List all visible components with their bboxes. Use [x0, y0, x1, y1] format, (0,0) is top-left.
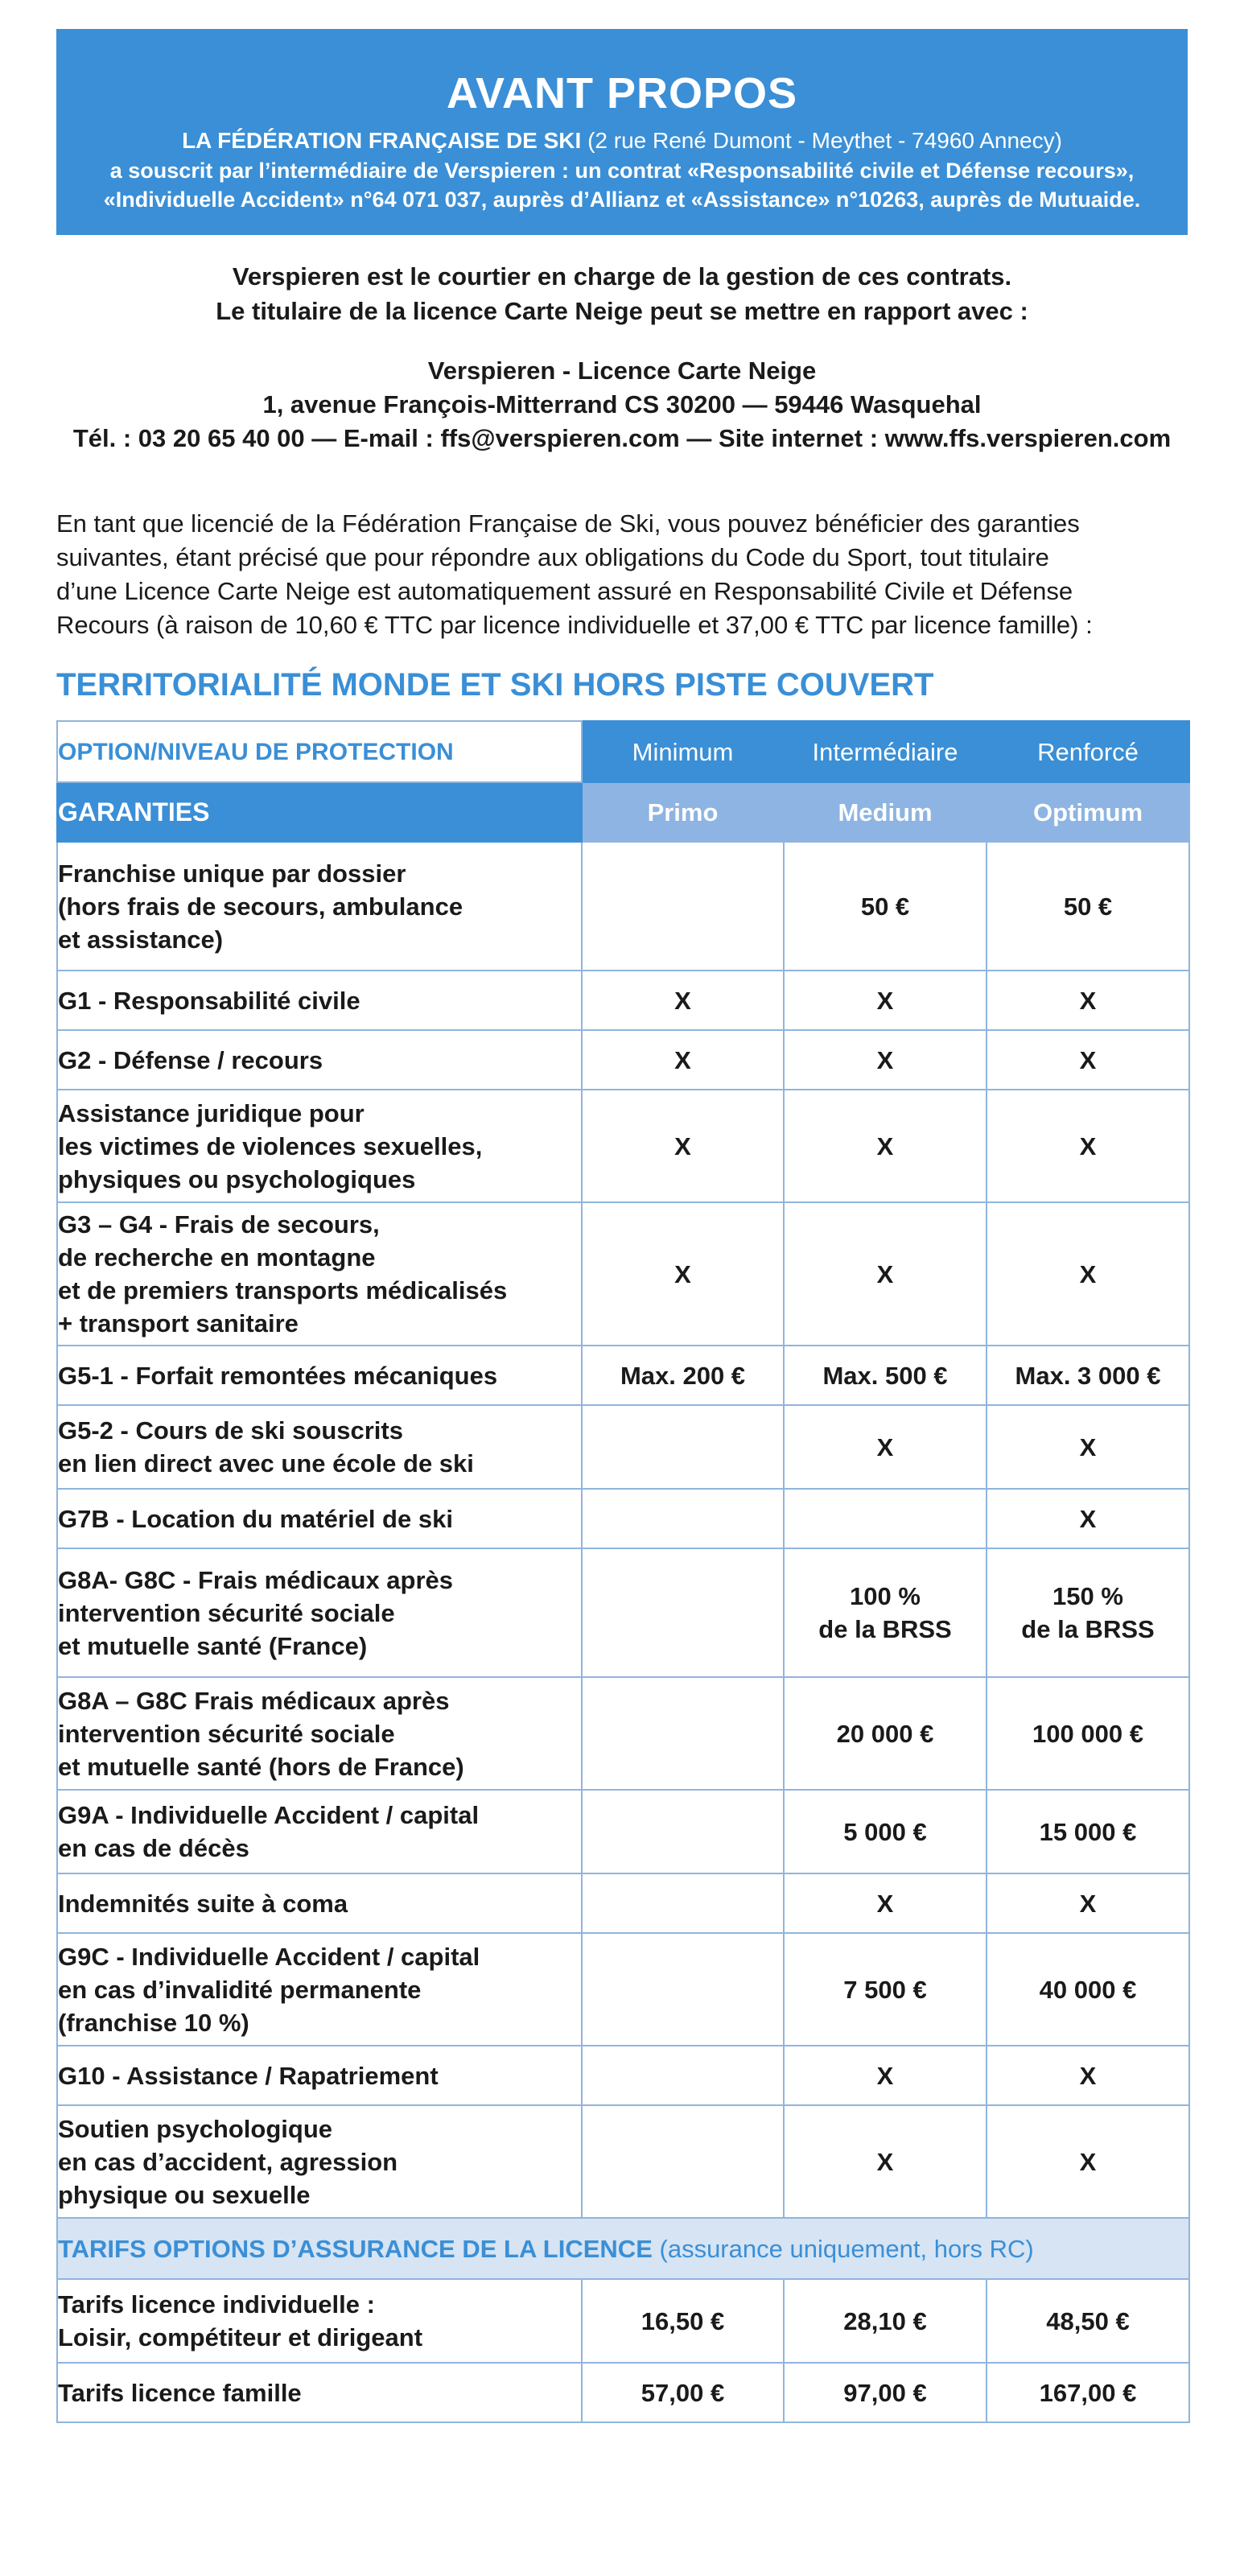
- guarantee-label-line: en cas d’invalidité permanente: [58, 1975, 422, 2004]
- tier-medium: Medium: [784, 782, 987, 842]
- guarantee-value: X: [987, 1489, 1189, 1548]
- guarantee-label: [57, 971, 582, 1030]
- guarantee-label-line: physique ou sexuelle: [58, 2180, 311, 2209]
- guarantee-label-line: en lien direct avec une école de ski: [58, 1449, 474, 1478]
- table-row: [57, 1489, 1189, 1548]
- guarantee-value: X: [582, 1030, 784, 1090]
- guarantee-value: 50 €: [784, 842, 987, 971]
- guarantee-label-line: G9C - Individuelle Accident / capital: [58, 1942, 480, 1971]
- banner-title: AVANT PROPOS: [446, 69, 798, 117]
- guarantee-label-line: et mutuelle santé (France): [58, 1631, 368, 1660]
- tarif-row: [57, 2363, 1189, 2422]
- tarif-value: 167,00 €: [987, 2363, 1189, 2422]
- guarantee-label: [57, 2046, 582, 2105]
- guarantee-label-line: G7B - Location du matériel de ski: [58, 1504, 453, 1533]
- guarantee-value: X: [987, 1405, 1189, 1489]
- tier-header-row: [57, 782, 1189, 842]
- guarantee-value: 7 500 €: [784, 1933, 987, 2046]
- tarif-label: [57, 2279, 582, 2363]
- guarantee-label-line: G9A - Individuelle Accident / capital: [58, 1801, 480, 1829]
- guarantee-label-line: G5-2 - Cours de ski souscrits: [58, 1416, 403, 1445]
- guarantee-value: [784, 1489, 987, 1548]
- guarantee-value: 40 000 €: [987, 1933, 1189, 2046]
- guarantee-label-line: G1 - Responsabilité civile: [58, 986, 360, 1015]
- guarantee-label-line: G5-1 - Forfait remontées mécaniques: [58, 1361, 498, 1390]
- guarantee-label-line: Soutien psychologique: [58, 2114, 333, 2143]
- guarantee-label: [57, 2105, 582, 2218]
- guarantee-value: [582, 2105, 784, 2218]
- guarantee-value: [582, 1933, 784, 2046]
- tier-optimum: Optimum: [987, 782, 1189, 842]
- table-row: [57, 1346, 1189, 1405]
- guarantee-value: [582, 1405, 784, 1489]
- guarantee-label-line: G8A- G8C - Frais médicaux après: [58, 1565, 454, 1594]
- guarantee-label-line: Indemnités suite à coma: [58, 1889, 348, 1918]
- federation-name: LA FÉDÉRATION FRANÇAISE DE SKI: [182, 128, 582, 153]
- guarantees-table: [56, 720, 1190, 2423]
- banner-contract-line-2: «Individuelle Accident» n°64 071 037, auprès d’Allianz et «Assistance» n°10263, auprès de Mutuaide.: [103, 188, 1141, 212]
- table-row: [57, 1202, 1189, 1346]
- guarantee-label-line: intervention sécurité sociale: [58, 1719, 395, 1748]
- guarantee-label-line: (hors frais de secours, ambulance: [58, 892, 463, 921]
- paragraph-line-2: suivantes, étant précisé que pour répondre aux obligations du Code du Sport, tout titulaire: [56, 543, 1049, 571]
- tarif-value: 57,00 €: [582, 2363, 784, 2422]
- guarantee-value: [582, 2046, 784, 2105]
- tarifs-title: TARIFS OPTIONS D’ASSURANCE DE LA LICENCE: [58, 2234, 653, 2263]
- guarantee-value: 20 000 €: [784, 1677, 987, 1790]
- guarantee-value: 100 000 €: [987, 1677, 1189, 1790]
- guarantee-label-line: G8A – G8C Frais médicaux après: [58, 1686, 450, 1715]
- guarantee-label-line: et mutuelle santé (hors de France): [58, 1752, 464, 1781]
- guarantee-value: X: [987, 1030, 1189, 1090]
- garanties-label: GARANTIES: [57, 782, 582, 842]
- guarantee-value: X: [784, 1405, 987, 1489]
- level-intermediaire: Intermédiaire: [784, 721, 987, 782]
- guarantee-label-line: de recherche en montagne: [58, 1243, 376, 1272]
- guarantee-label: [57, 1030, 582, 1090]
- guarantee-label-line: G10 - Assistance / Rapatriement: [58, 2061, 439, 2090]
- guarantee-label: [57, 1790, 582, 1873]
- guarantee-value: Max. 200 €: [582, 1346, 784, 1405]
- guarantee-value: 50 €: [987, 842, 1189, 971]
- guarantee-value: X: [784, 1202, 987, 1346]
- guarantee-value: X: [582, 1202, 784, 1346]
- table-row: [57, 1790, 1189, 1873]
- tarifs-header: [57, 2218, 1189, 2279]
- tarifs-header-row: [57, 2218, 1189, 2279]
- guarantee-label: [57, 1677, 582, 1790]
- table-row: [57, 2105, 1189, 2218]
- guarantee-label: [57, 842, 582, 971]
- protection-level-header-row: [57, 721, 1189, 782]
- tarif-value: 28,10 €: [784, 2279, 987, 2363]
- guarantee-value: 5 000 €: [784, 1790, 987, 1873]
- federation-address: (2 rue René Dumont - Meythet - 74960 Annecy): [587, 128, 1062, 153]
- table-row: [57, 971, 1189, 1030]
- broker-intro: [56, 259, 1188, 328]
- guarantee-value: 15 000 €: [987, 1790, 1189, 1873]
- contact-address: 1, avenue François-Mitterrand CS 30200 — 59446 Wasquehal: [262, 390, 982, 418]
- guarantee-value: X: [987, 2046, 1189, 2105]
- guarantee-label-line: (franchise 10 %): [58, 2008, 249, 2037]
- guarantee-label: [57, 1202, 582, 1346]
- guarantee-label: [57, 1873, 582, 1933]
- table-row: [57, 1030, 1189, 1090]
- guarantee-value: X: [987, 971, 1189, 1030]
- broker-intro-line-1: Verspieren est le courtier en charge de la gestion de ces contrats.: [232, 262, 1012, 291]
- table-row: [57, 1548, 1189, 1677]
- tarif-label: [57, 2363, 582, 2422]
- contact-name: Verspieren - Licence Carte Neige: [427, 357, 817, 385]
- guarantee-value: Max. 500 €: [784, 1346, 987, 1405]
- guarantee-value: 150 % de la BRSS: [987, 1548, 1189, 1677]
- table-row: [57, 842, 1189, 971]
- contact-block: [56, 354, 1188, 455]
- guarantee-label-line: physiques ou psychologiques: [58, 1164, 416, 1193]
- guarantee-label-line: + transport sanitaire: [58, 1309, 299, 1337]
- table-row: [57, 1873, 1189, 1933]
- guarantee-value: 100 % de la BRSS: [784, 1548, 987, 1677]
- table-row: [57, 1933, 1189, 2046]
- guarantee-value: [582, 1677, 784, 1790]
- guarantee-label-line: et de premiers transports médicalisés: [58, 1276, 508, 1304]
- intro-banner: [56, 29, 1188, 235]
- guarantee-label-line: G2 - Défense / recours: [58, 1045, 323, 1074]
- guarantee-value: X: [784, 2105, 987, 2218]
- guarantee-value: X: [987, 1090, 1189, 1202]
- guarantee-value: X: [784, 2046, 987, 2105]
- table-row: [57, 1677, 1189, 1790]
- guarantee-value: X: [784, 971, 987, 1030]
- guarantee-value: X: [784, 1030, 987, 1090]
- guarantee-value: [582, 1489, 784, 1548]
- table-row: [57, 1090, 1189, 1202]
- guarantee-value: [582, 842, 784, 971]
- guarantee-value: [582, 1548, 784, 1677]
- tarif-row: [57, 2279, 1189, 2363]
- option-label: OPTION/NIVEAU DE PROTECTION: [57, 721, 582, 782]
- section-title: TERRITORIALITÉ MONDE ET SKI HORS PISTE COUVERT: [56, 667, 934, 703]
- tarif-value: 16,50 €: [582, 2279, 784, 2363]
- guarantee-value: Max. 3 000 €: [987, 1346, 1189, 1405]
- guarantee-label-line: et assistance): [58, 925, 224, 954]
- guarantee-label-line: Assistance juridique pour: [58, 1098, 365, 1127]
- guarantee-value: [582, 1873, 784, 1933]
- guarantee-label: [57, 1090, 582, 1202]
- guarantee-label-line: intervention sécurité sociale: [58, 1598, 395, 1627]
- tarif-label-line: Tarifs licence famille: [58, 2378, 302, 2407]
- table-row: [57, 2046, 1189, 2105]
- coverage-paragraph: [56, 507, 1193, 642]
- banner-federation-line: [56, 126, 1188, 156]
- tier-primo: Primo: [582, 782, 784, 842]
- paragraph-line-4: Recours (à raison de 10,60 € TTC par licence individuelle et 37,00 € TTC par licence famille) :: [56, 611, 1093, 639]
- tarif-value: 97,00 €: [784, 2363, 987, 2422]
- guarantee-label-line: G3 – G4 - Frais de secours,: [58, 1210, 380, 1239]
- guarantee-label: [57, 1489, 582, 1548]
- guarantee-label-line: les victimes de violences sexuelles,: [58, 1131, 483, 1160]
- tarif-label-line: Loisir, compétiteur et dirigeant: [58, 2323, 423, 2351]
- guarantee-label-line: en cas de décès: [58, 1834, 249, 1862]
- level-minimum: Minimum: [582, 721, 784, 782]
- table-row: [57, 1405, 1189, 1489]
- guarantee-label: [57, 1933, 582, 2046]
- paragraph-line-3: d’une Licence Carte Neige est automatiquement assuré en Responsabilité Civile et Défense: [56, 577, 1073, 605]
- contact-details: Tél. : 03 20 65 40 00 — E-mail : ffs@verspieren.com — Site internet : www.ffs.verspieren.com: [72, 424, 1172, 452]
- guarantee-label: [57, 1346, 582, 1405]
- guarantee-label: [57, 1548, 582, 1677]
- level-renforce: Renforcé: [987, 721, 1189, 782]
- banner-contract-line-1: a souscrit par l’intermédiaire de Verspieren : un contrat «Responsabilité civile et Défense recours»,: [109, 159, 1135, 183]
- guarantee-value: X: [784, 1873, 987, 1933]
- paragraph-line-1: En tant que licencié de la Fédération Française de Ski, vous pouvez bénéficier des garanties: [56, 509, 1080, 538]
- guarantee-label-line: en cas d’accident, agression: [58, 2147, 398, 2176]
- guarantee-value: X: [784, 1090, 987, 1202]
- guarantee-value: X: [987, 2105, 1189, 2218]
- tarif-label-line: Tarifs licence individuelle :: [58, 2290, 375, 2318]
- tarifs-note: (assurance uniquement, hors RC): [659, 2234, 1034, 2263]
- guarantee-value: X: [582, 971, 784, 1030]
- guarantee-label: [57, 1405, 582, 1489]
- broker-intro-line-2: Le titulaire de la licence Carte Neige peut se mettre en rapport avec :: [216, 297, 1028, 325]
- guarantee-value: X: [987, 1202, 1189, 1346]
- guarantee-value: [582, 1790, 784, 1873]
- guarantee-value: X: [582, 1090, 784, 1202]
- tarif-value: 48,50 €: [987, 2279, 1189, 2363]
- guarantee-value: X: [987, 1873, 1189, 1933]
- guarantee-label-line: Franchise unique par dossier: [58, 859, 406, 888]
